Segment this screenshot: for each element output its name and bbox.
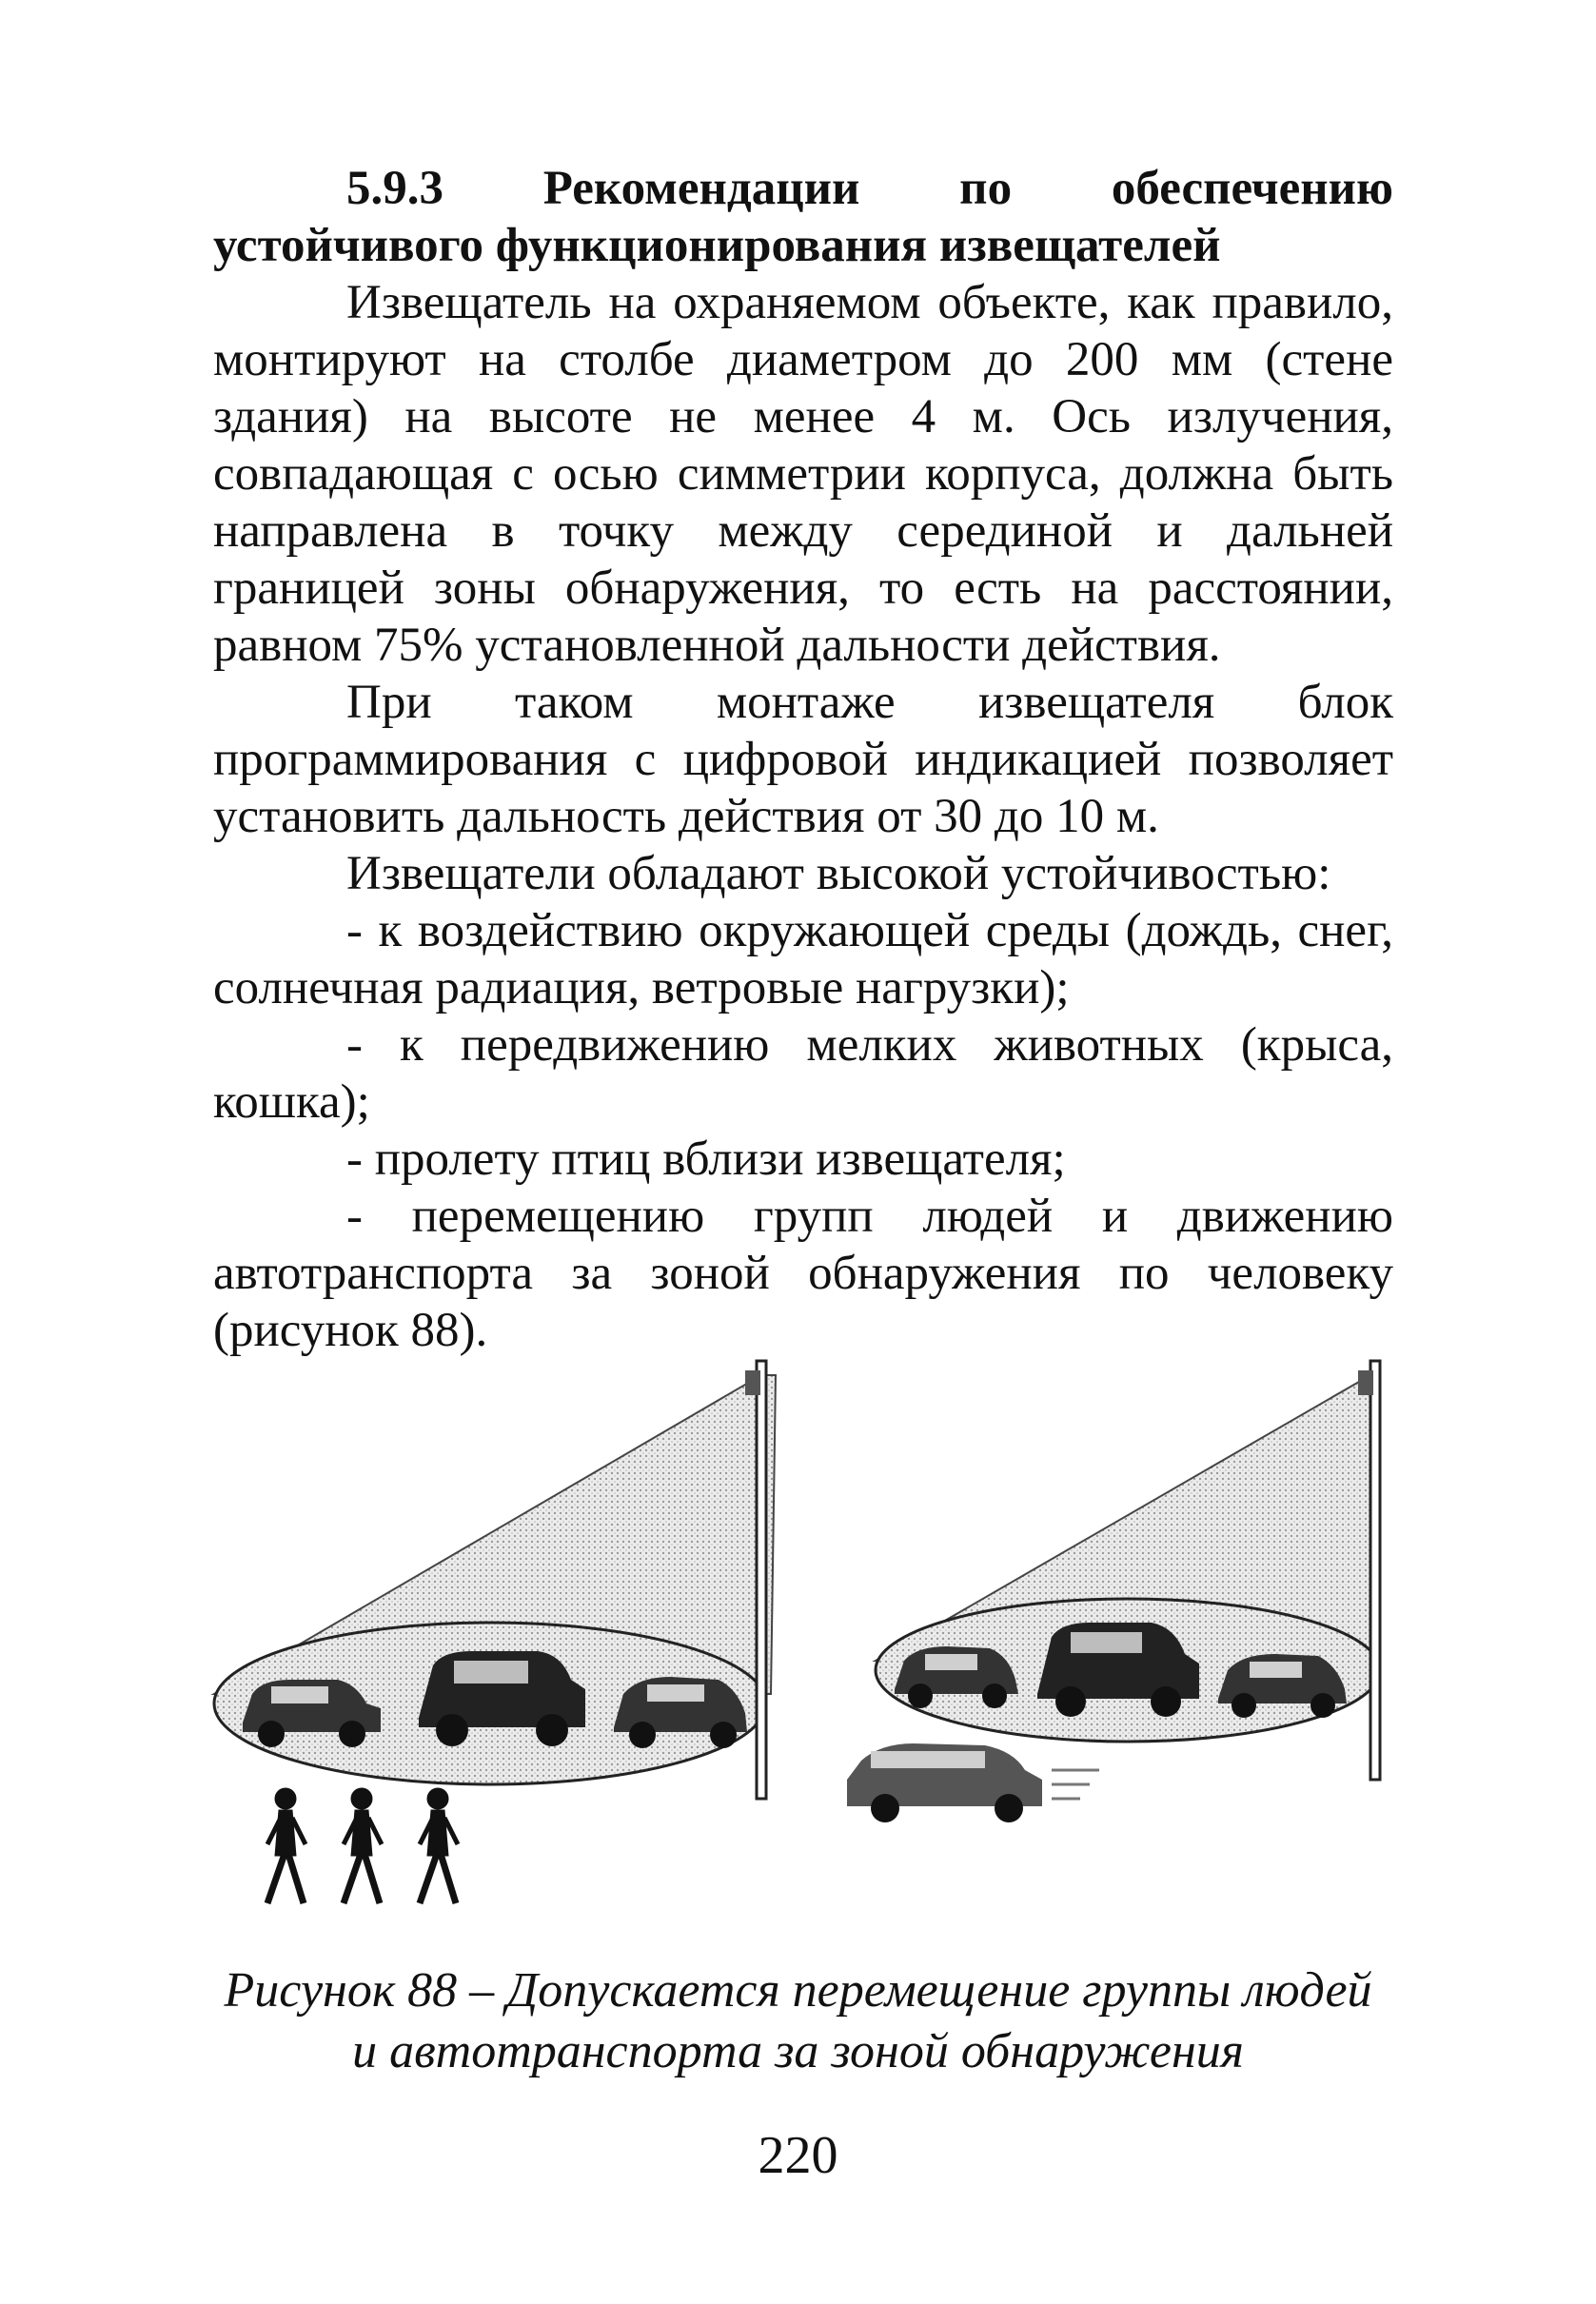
caption-line: и автотранспорта за зоной обнаружения: [352, 2024, 1244, 2078]
list-item: - к воздействию окружающей среды (дождь, снег, солнечная радиация, ветровые нагрузки);: [213, 904, 1393, 1014]
walking-person-icon: [344, 1788, 382, 1903]
walking-person-icon: [267, 1788, 305, 1903]
paragraph: Извещатель на охраняемом объекте, как правило, монтируют на столбе диаметром до 200 мм (стене здания) на высоте не менее 4 м. Ось излучения, совпадающая с осью симметрии корпуса, должна быть направлена в точку между серединой и дальней границей зоны обнаружения, то есть на расстоянии, равном 75% установленной дальности действия.: [213, 276, 1393, 672]
left-detector-icon: [745, 1370, 760, 1395]
right-detector-icon: [1358, 1370, 1373, 1395]
body-text: [213, 160, 1393, 1359]
list-item: - перемещению групп людей и движению автотранспорта за зоной обнаружения по человеку (рисунок 88).: [213, 1190, 1393, 1357]
list-item: - к передвижению мелких животных (крыса, кошка);: [213, 1018, 1393, 1129]
page-number: 220: [758, 2126, 838, 2185]
paragraph: Извещатели обладают высокой устойчивостью:: [346, 847, 1331, 900]
moving-car-icon: [847, 1743, 1099, 1822]
walking-person-icon: [420, 1788, 458, 1903]
left-pole: [757, 1361, 766, 1799]
figure-caption: [143, 1960, 1453, 2082]
right-scene: [847, 1361, 1380, 1822]
caption-line: Рисунок 88 – Допускается перемещение группы людей: [224, 1963, 1372, 2018]
paragraph: При таком монтаже извещателя блок программирования с цифровой индикацией позволяет установить дальность действия от 30 до 10 м.: [213, 676, 1393, 843]
list-item: - пролету птиц вблизи извещателя;: [346, 1132, 1066, 1186]
right-pole: [1370, 1361, 1380, 1780]
figure-88-illustration: [205, 1351, 1404, 1913]
left-scene: [214, 1361, 776, 1903]
section-heading: 5.9.3 Рекомендации по обеспечению устойчивого функционирования извещателей: [213, 162, 1393, 272]
